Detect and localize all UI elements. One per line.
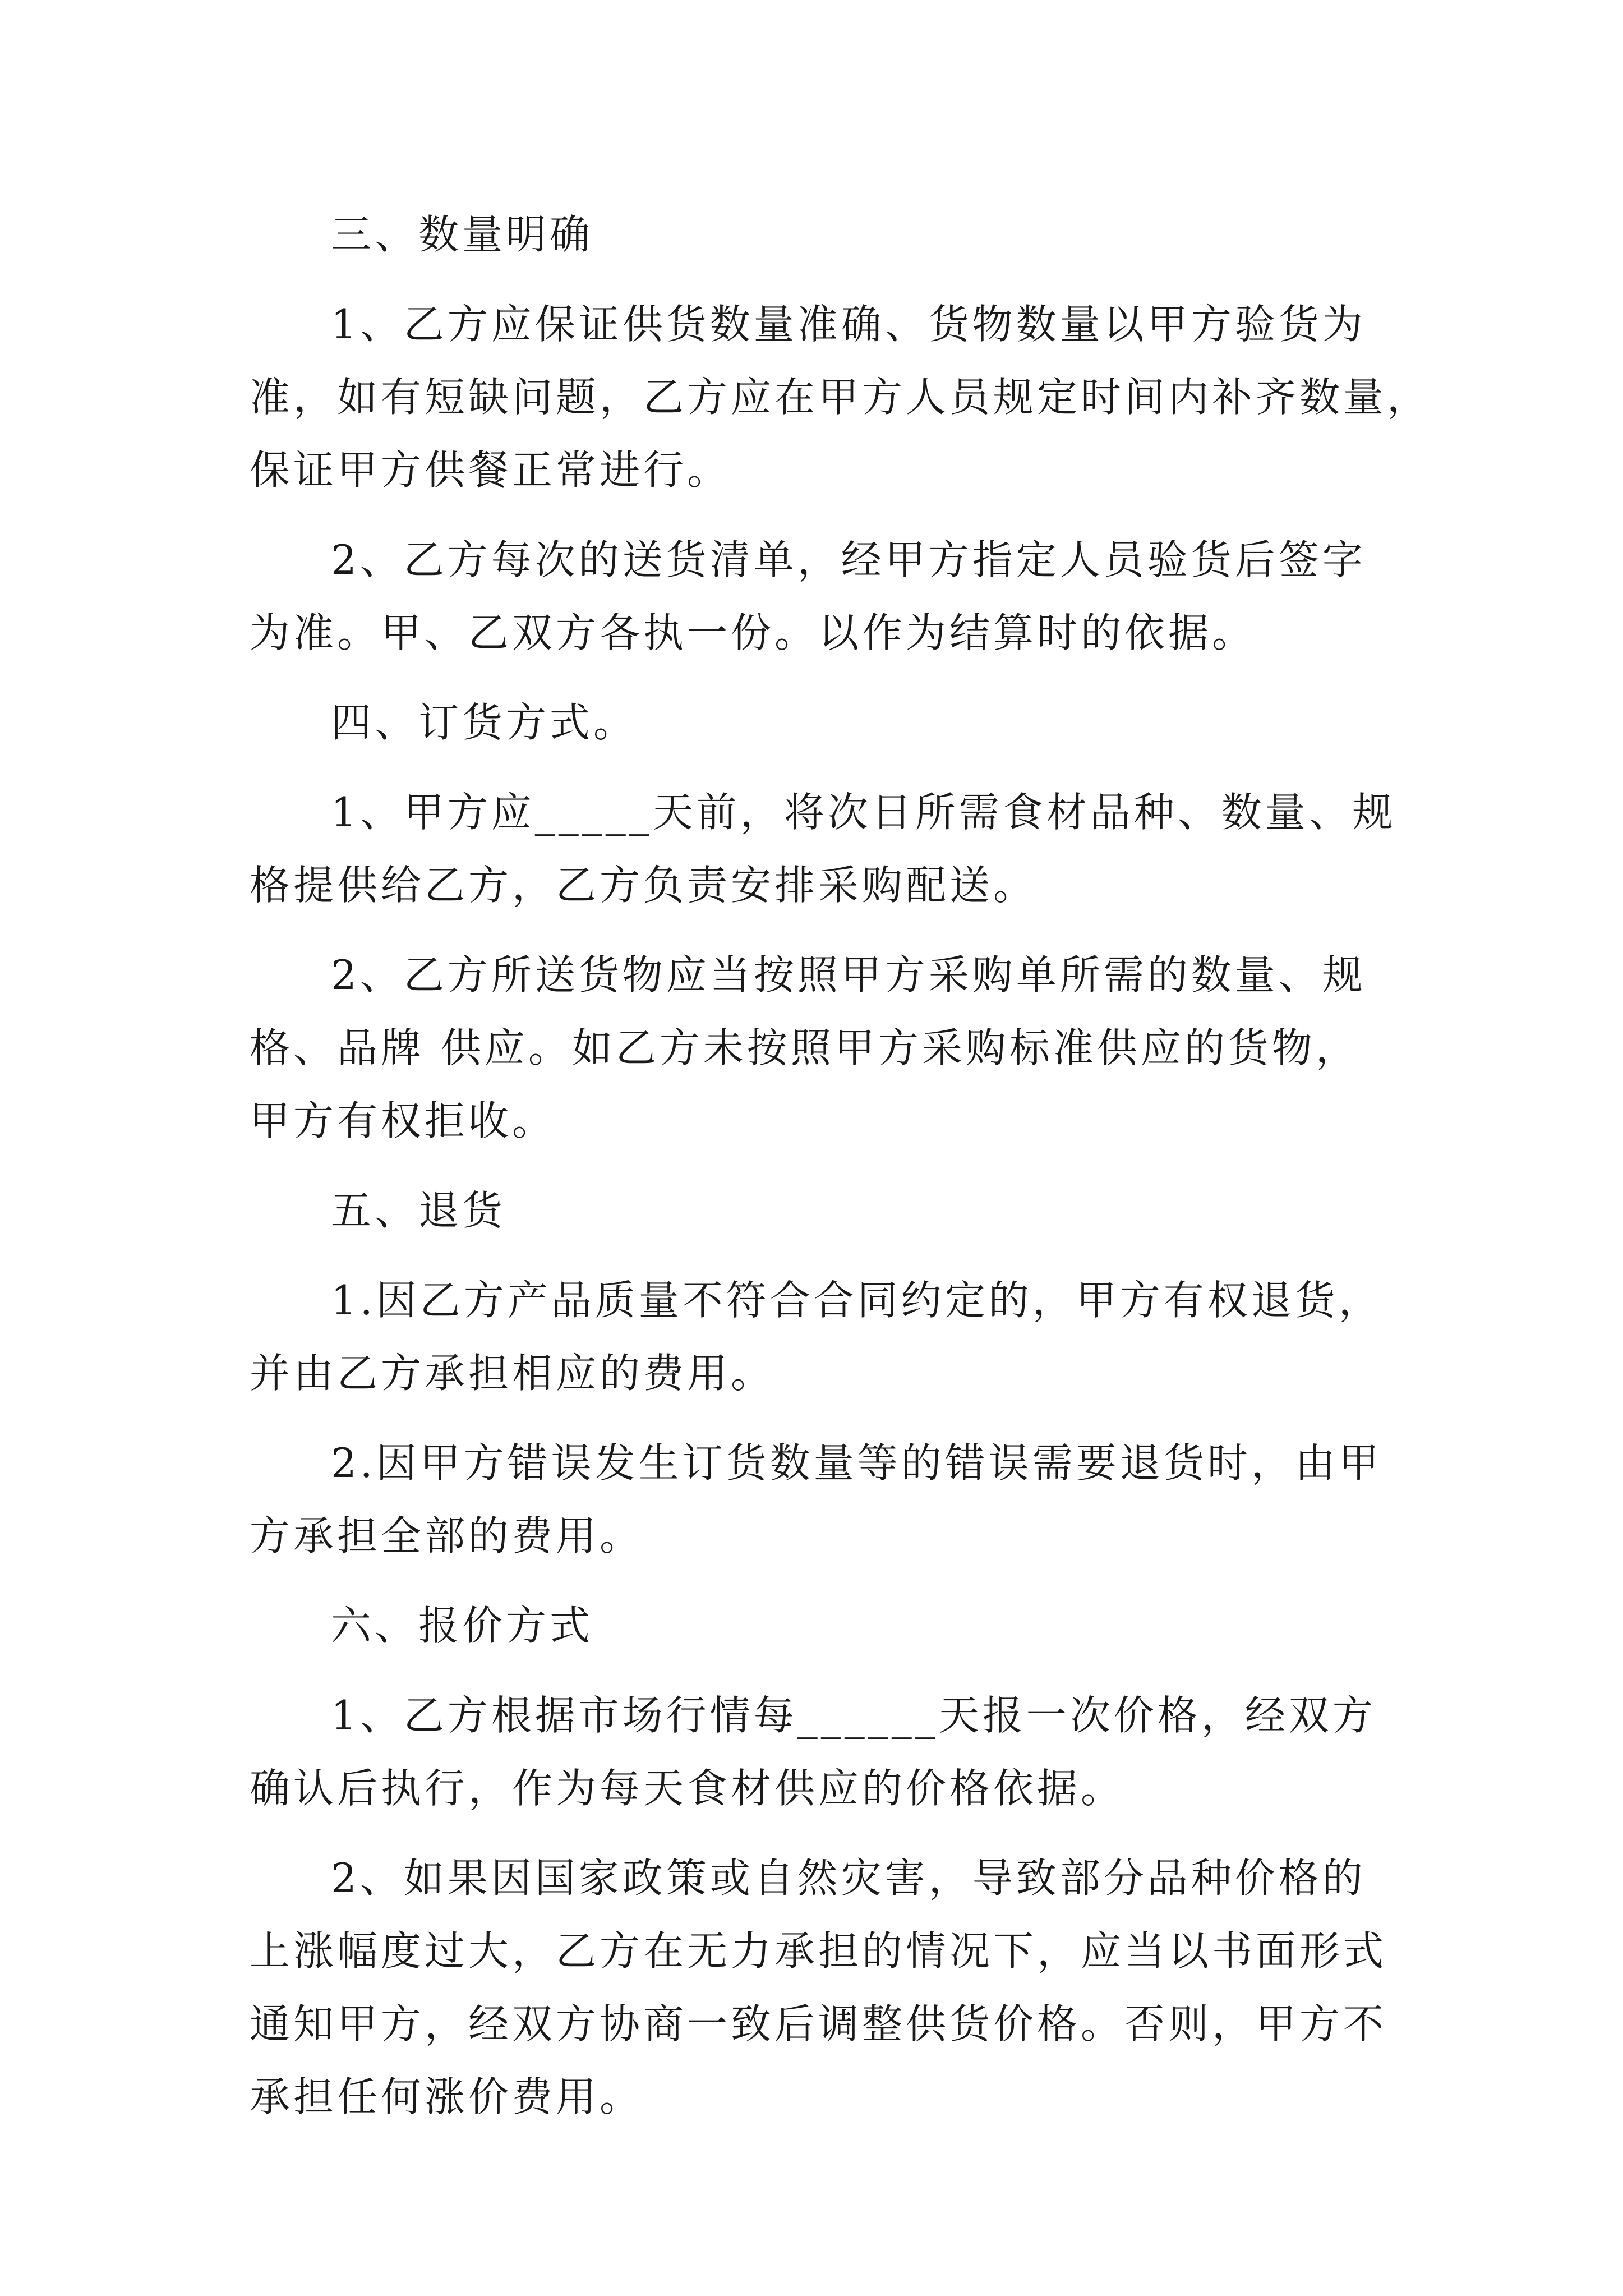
paragraph-line: 1.因乙方产品质量不符合合同约定的，甲方有权退货， (331, 1277, 1382, 1324)
paragraph-line: 2、如果因国家政策或自然灾害，导致部分品种价格的 (331, 1855, 1366, 1902)
paragraph-line: 2.因甲方错误发生订货数量等的错误需要退货时，由甲 (331, 1439, 1382, 1487)
section-heading-5: 五、退货 (331, 1187, 506, 1234)
paragraph-line: 上涨幅度过大，乙方在无力承担的情况下，应当以书面形式 (250, 1927, 1387, 1975)
paragraph-line: 确认后执行，作为每天食材供应的价格依据。 (250, 1765, 1125, 1812)
paragraph-line: 格提供给乙方，乙方负责安排采购配送。 (250, 862, 1038, 909)
section-heading-4: 四、订货方式。 (331, 699, 638, 746)
paragraph-line: 1、乙方应保证供货数量准确、货物数量以甲方验货为 (331, 301, 1366, 348)
paragraph-line: 并由乙方承担相应的费用。 (250, 1350, 775, 1397)
paragraph-line: 保证甲方供餐正常进行。 (250, 447, 731, 494)
paragraph-line: 准，如有短缺问题，乙方应在甲方人员规定时间内补齐数量， (250, 374, 1431, 421)
paragraph-line: 2、乙方所送货物应当按照甲方采购单所需的数量、规 (331, 951, 1366, 999)
paragraph-line: 为准。甲、乙双方各执一份。以作为结算时的依据。 (250, 609, 1256, 656)
paragraph-line: 通知甲方，经双方协商一致后调整供货价格。否则，甲方不 (250, 2000, 1387, 2047)
section-heading-6: 六、报价方式 (331, 1602, 594, 1649)
section-heading-3: 三、数量明确 (331, 211, 594, 258)
paragraph-line: 承担任何涨价费用。 (250, 2073, 644, 2120)
paragraph-line: 方承担全部的费用。 (250, 1512, 644, 1559)
paragraph-line: 1、乙方根据市场行情每______天报一次价格，经双方 (331, 1692, 1376, 1739)
paragraph-line: 甲方有权拒收。 (250, 1097, 556, 1144)
paragraph-line: 1、甲方应_____天前，将次日所需食材品种、数量、规 (331, 789, 1396, 836)
paragraph-line: 格、品牌 供应。如乙方未按照甲方采购标准供应的货物， (250, 1024, 1359, 1071)
paragraph-line: 2、乙方每次的送货清单，经甲方指定人员验货后签字 (331, 536, 1366, 583)
